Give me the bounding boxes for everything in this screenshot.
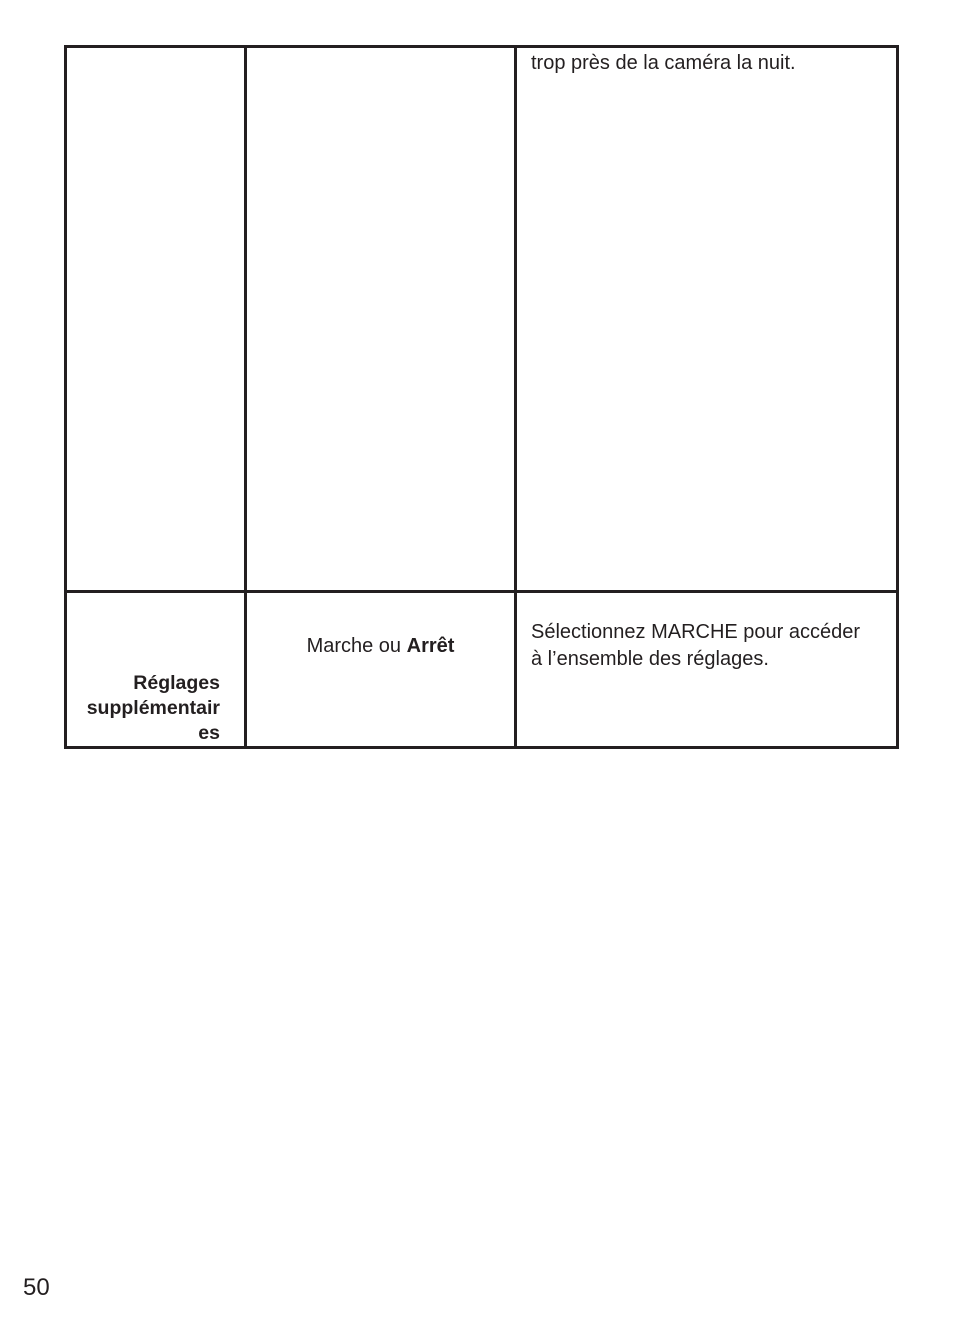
setting-value-cell (246, 47, 516, 592)
setting-name-line: supplémentair (86, 697, 220, 719)
setting-name-line: es (198, 722, 220, 744)
setting-name-cell (66, 592, 246, 748)
setting-description-cell (516, 47, 898, 592)
setting-description-cell (516, 592, 898, 748)
table-row (66, 47, 898, 592)
setting-value-cell (246, 592, 516, 748)
description-line: Sélectionnez MARCHE pour accéder (531, 621, 861, 643)
description-text: trop près de la caméra la nuit. (531, 52, 796, 74)
description-line: à l’ensemble des réglages. (531, 648, 769, 670)
setting-name-line: Réglages (133, 672, 220, 694)
table-row (66, 592, 898, 748)
settings-table (64, 45, 899, 749)
setting-value-default: Arrêt (406, 635, 455, 657)
page-number: 50 (23, 1274, 50, 1301)
setting-value-prefix: Marche ou (306, 635, 402, 657)
setting-name-cell (66, 47, 246, 592)
